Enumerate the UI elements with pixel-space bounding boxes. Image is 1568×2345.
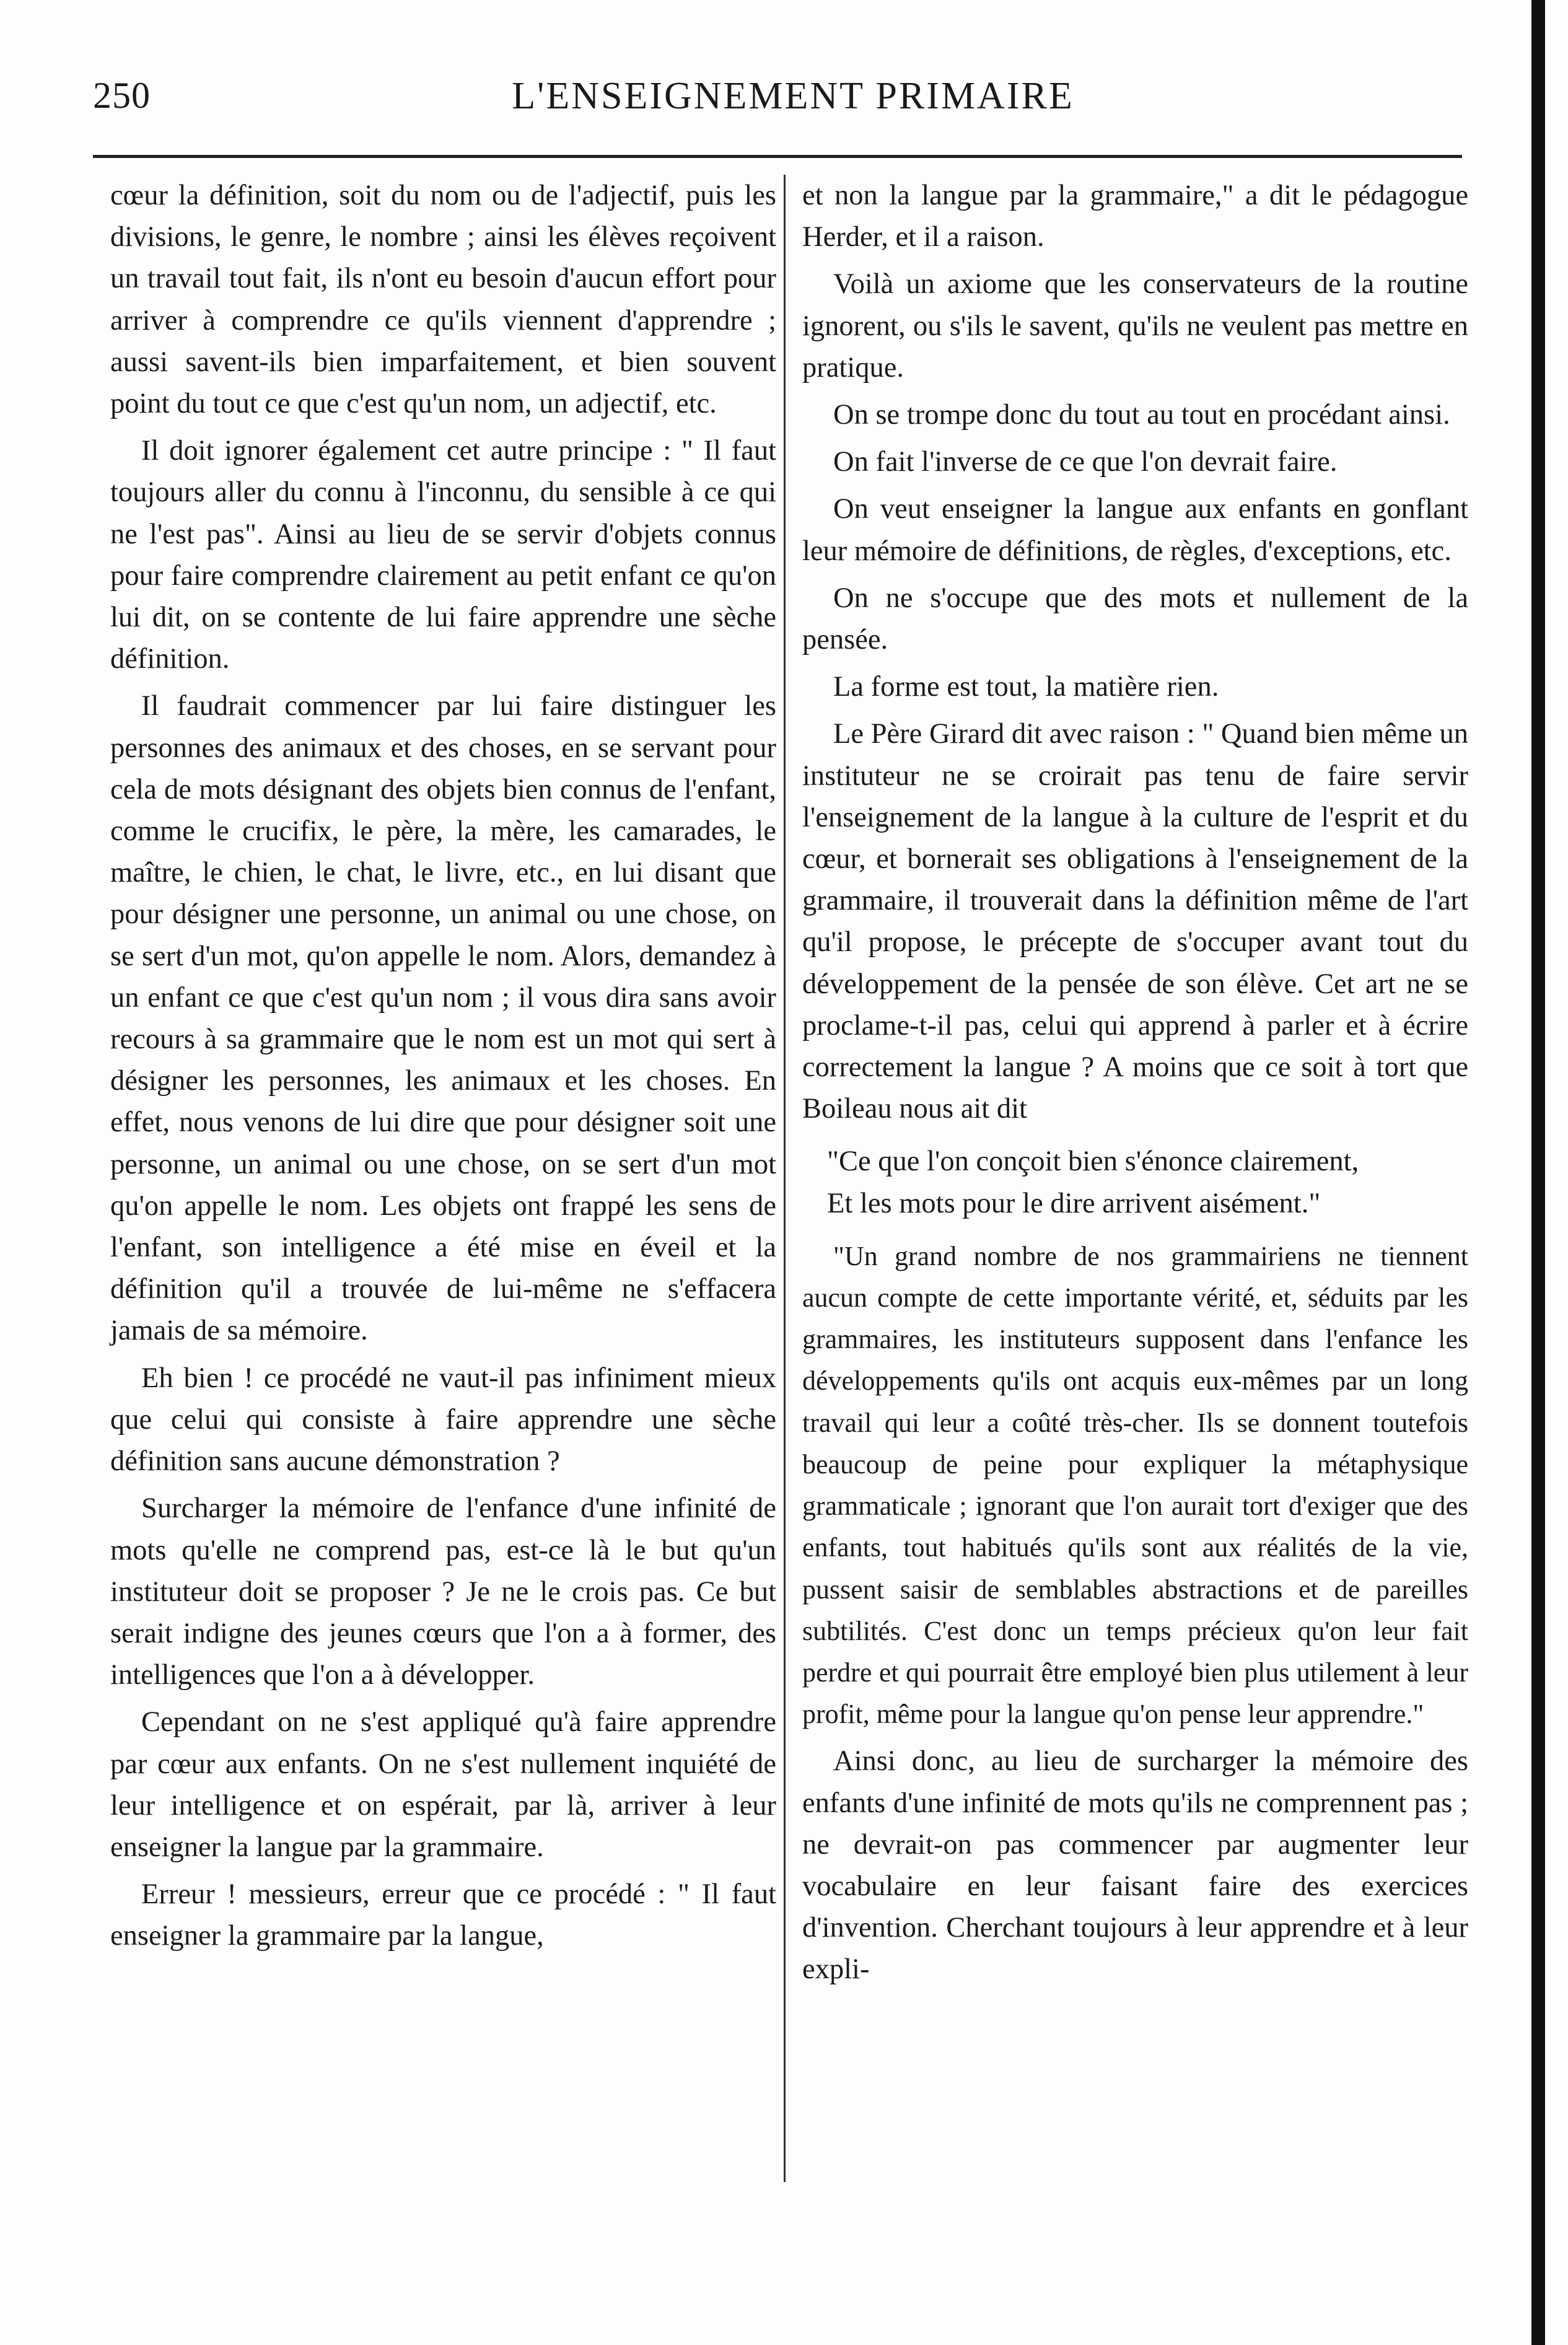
paragraph: On ne s'occupe que des mots et nullement de la pensée. — [802, 582, 1468, 656]
paragraph: Surcharger la mémoire de l'enfance d'une infinité de mots qu'elle ne comprend pas, est-ce là le but qu'un instituteur doit se proposer ? Je ne le crois pas. Ce but serait indigne des jeunes cœurs que l'on a à former, des intelligences que l'on a à développer. — [110, 1492, 776, 1691]
paragraph: Il faudrait commencer par lui faire distinguer les personnes des animaux et des choses, en se servant pour cela de mots désignant des objets bien connus de l'enfant, comme le crucifix, le père, la mère, les camarades, le maître, le chien, le chat, le livre, etc., en lui disant que pour désigner une personne, un animal ou une chose, on se sert d'un mot, qu'on appelle le nom. Alors, demandez à un enfant ce que c'est qu'un nom ; il vous dira sans avoir recours à sa grammaire que le nom est un mot qui sert à désigner les personnes, les animaux et les choses. En effet, nous venons de lui dire que pour désigner soit une personne, un animal ou une chose, on se sert d'un mot qu'on appelle le nom. Les objets ont frappé les sens de l'enfant, son intelligence a été mise en éveil et la définition qu'il a trouvée de lui-même ne s'effacera jamais de sa mémoire. — [110, 690, 776, 1347]
paragraph: Eh bien ! ce procédé ne vaut-il pas infiniment mieux que celui qui consiste à faire apprendre une sèche définition sans aucune démonstration ? — [110, 1362, 776, 1478]
paragraph: Ainsi donc, au lieu de surcharger la mémoire des enfants d'une infinité de mots qu'ils ne comprennent pas ; ne devrait-on pas commencer par augmenter leur vocabulaire en leur faisant faire des exercices d'invention. Cherchant toujours à leur apprendre et à leur expli- — [802, 1745, 1468, 1986]
paragraph: On se trompe donc du tout au tout en procédant ainsi. — [833, 399, 1450, 431]
paragraph: On veut enseigner la langue aux enfants en gonflant leur mémoire de définitions, de règles, d'exceptions, etc. — [802, 493, 1468, 567]
quote-line: "Ce que l'on conçoit bien s'énonce clairement, — [827, 1146, 1359, 1178]
page-number: 250 — [93, 75, 151, 116]
page-header — [93, 74, 1493, 130]
running-title: L'ENSEIGNEMENT PRIMAIRE — [512, 75, 1074, 117]
page-edge-bar — [1531, 0, 1545, 2345]
paragraph: "Un grand nombre de nos grammairiens ne tiennent aucun compte de cette importante vérité, et, séduits par les grammaires, les instituteurs supposent dans l'enfance les développements qu'ils ont acquis eux-mêmes par un long travail qui leur a coûté très-cher. Ils se donnent toutefois beaucoup de peine pour expliquer la métaphysique grammaticale ; ignorant que l'on aurait tort d'exiger que des enfants, tout habitués qu'ils sont aux réalités de la vie, pussent saisir de semblables abstractions et de pareilles subtilités. C'est donc un temps précieux qu'on leur fait perdre et qui pourrait être employé bien plus utilement à leur profit, même pour la langue qu'on pense leur apprendre." — [802, 1240, 1468, 1730]
paragraph: Il doit ignorer également cet autre principe : " Il faut toujours aller du connu à l'inconnu, du sensible à ce qui ne l'est pas". Ainsi au lieu de se servir d'objets connus pour faire comprendre clairement au petit enfant ce qu'on lui dit, on se contente de lui faire apprendre une sèche définition. — [110, 435, 776, 675]
quote-line: Et les mots pour le dire arrivent aisément." — [827, 1187, 1321, 1219]
paragraph: et non la langue par la grammaire," a dit le pédagogue Herder, et il a raison. — [802, 180, 1468, 253]
left-column — [110, 175, 776, 1957]
paragraph: On fait l'inverse de ce que l'on devrait faire. — [833, 446, 1338, 478]
paragraph: Erreur ! messieurs, erreur que ce procédé : " Il faut enseigner la grammaire par la langue, — [110, 1878, 776, 1952]
paragraph: Cependant on ne s'est appliqué qu'à faire apprendre par cœur aux enfants. On ne s'est nullement inquiété de leur intelligence et on espérait, par là, arriver à leur enseigner la langue par la grammaire. — [110, 1706, 776, 1863]
column-divider — [784, 175, 786, 2182]
page-edge-mark — [1533, 12, 1539, 87]
paragraph: La forme est tout, la matière rien. — [833, 671, 1219, 703]
verse-quote — [802, 1141, 1468, 1224]
paragraph: Voilà un axiome que les conservateurs de la routine ignorent, ou s'ils le savent, qu'ils ne veulent pas mettre en pratique. — [802, 268, 1468, 384]
paragraph: cœur la définition, soit du nom ou de l'adjectif, puis les divisions, le genre, le nombre ; ainsi les élèves reçoivent un travail tout fait, ils n'ont eu besoin d'aucun effort pour arriver à comprendre ce qu'ils viennent d'apprendre ; aussi savent-ils bien imparfaitement, et bien souvent point du tout ce que c'est qu'un nom, un adjectif, etc. — [110, 180, 776, 420]
header-rule — [93, 155, 1462, 158]
paragraph: Le Père Girard dit avec raison : " Quand bien même un instituteur ne se croirait pas tenu de faire servir l'enseignement de la langue à la culture de l'esprit et du cœur, et bornerait ses obligations à l'enseignement de la grammaire, il trouverait dans la définition même de l'art qu'il propose, le précepte de s'occuper avant tout du développement de la pensée de son élève. Cet art ne se proclame-t-il pas, celui qui apprend à parler et à écrire correctement la langue ? A moins que ce soit à tort que Boileau nous ait dit — [802, 718, 1468, 1125]
right-column — [802, 175, 1468, 1991]
